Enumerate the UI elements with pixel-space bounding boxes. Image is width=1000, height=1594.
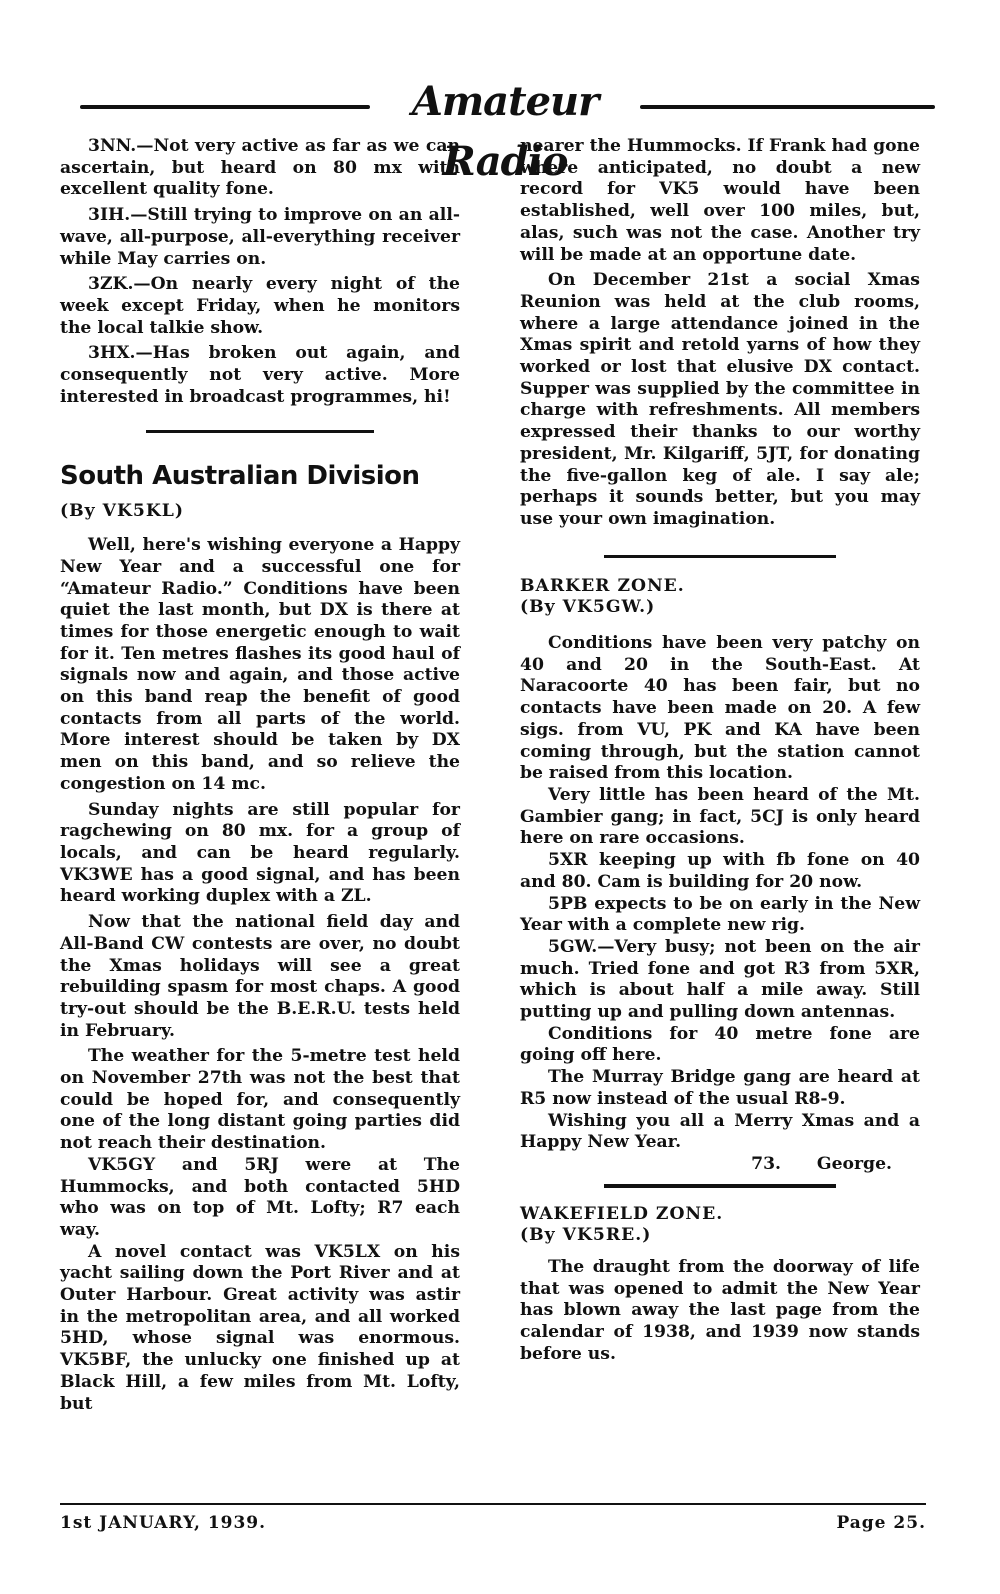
paragraph: 3HX.—Has broken out again, and consequently not very active. More interested in broadcast programmes, hi! <box>60 343 460 407</box>
paragraph: 3ZK.—On nearly every night of the week except Friday, when he monitors the local talkie show. <box>60 274 460 338</box>
paragraph: Conditions have been very patchy on 40 and 20 in the South-East. At Naracoorte 40 has been fair, but no contacts have been made on 20. A few sigs. from VU, PK and KA have been coming through, but the station cannot be raised from this location. <box>520 633 920 784</box>
paragraph: 5PB expects to be on early in the New Year with a complete new rig. <box>520 893 920 936</box>
signoff: 73. George. <box>751 1153 892 1174</box>
masthead-rule-left <box>80 105 370 109</box>
paragraph: nearer the Hummocks. If Frank had gone where anticipated, no doubt a new record for VK5 would have been established, well over 100 miles, but, alas, such was not the case. Another try will be made at an opportune date. <box>520 136 920 265</box>
paragraph: The weather for the 5-metre test held on November 27th was not the best that could be hoped for, and consequently one of the long distant going parties did not reach their destination. <box>60 1046 460 1154</box>
paragraph: On December 21st a social Xmas Reunion was held at the club rooms, where a large attendance joined in the Xmas spirit and retold yarns of how they worked or lost that elusive DX contact. Supper was supplied by the committee in charge with refreshments. All members expressed their thanks to our worthy president, Mr. Kilgariff, 5JT, for donating the five-gallon keg of ale. I say ale; perhaps it sounds better, but you may use your own imagination. <box>520 270 920 529</box>
paragraph: Conditions for 40 metre fone are going off here. <box>520 1023 920 1066</box>
paragraph: 3NN.—Not very active as far as we can ascertain, but heard on 80 mx with excellent quality fone. <box>60 136 460 200</box>
zone-divider <box>604 1184 836 1188</box>
paragraph: VK5GY and 5RJ were at The Hummocks, and both contacted 5HD who was on top of Mt. Lofty; R7 each way. <box>60 1154 460 1240</box>
left-column <box>60 136 460 1415</box>
section-byline: (By VK5KL) <box>60 501 185 522</box>
right-column <box>520 136 920 1366</box>
paragraph: The draught from the doorway of life that was opened to admit the New Year has blown away the last page from the calendar of 1938, and 1939 now stands before us. <box>520 1257 920 1364</box>
paragraph: 3IH.—Still trying to improve on an all-wave, all-purpose, all-everything receiver while May carries on. <box>60 205 460 269</box>
paragraph: Well, here's wishing everyone a Happy New Year and a successful one for “Amateur Radio.” Conditions have been quiet the last month, but DX is there at times for those energetic enough to wait for it. Ten metres flashes its good haul of signals now and again, and those active on this band reap the benefit of good contacts from all parts of the world. More interest should be taken by DX men on this band, and so relieve the congestion on 14 mc. <box>60 535 460 794</box>
section-title: South Australian Division <box>60 461 420 492</box>
paragraph: Sunday nights are still popular for ragchewing on 80 mx. for a group of locals, and can be heard regularly. VK3WE has a good signal, and has been heard working duplex with a ZL. <box>60 799 460 907</box>
page-number: Page 25. <box>836 1513 926 1533</box>
zone-title-barker: BARKER ZONE. <box>520 575 685 596</box>
page-footer <box>60 1503 926 1533</box>
paragraph: The Murray Bridge gang are heard at R5 now instead of the usual R8-9. <box>520 1067 920 1109</box>
issue-date: 1st JANUARY, 1939. <box>60 1513 267 1533</box>
zone-title-wakefield: WAKEFIELD ZONE. <box>520 1203 724 1224</box>
masthead-title: Amateur Radio <box>411 78 599 185</box>
paragraph: Wishing you all a Merry Xmas and a Happy New Year. <box>520 1110 920 1153</box>
paragraph: 5XR keeping up with fb fone on 40 and 80. Cam is building for 20 now. <box>520 850 920 892</box>
paragraph: Now that the national field day and All-Band CW contests are over, no doubt the Xmas holidays will see a great rebuilding spasm for most chaps. A good try-out should be the B.E.R.U. tests held in February. <box>60 912 460 1041</box>
footer-rule <box>60 1503 926 1505</box>
zone-byline-wakefield: (By VK5RE.) <box>520 1225 652 1246</box>
zone-byline-barker: (By VK5GW.) <box>520 597 656 618</box>
masthead-rule-right <box>640 105 935 109</box>
paragraph: Very little has been heard of the Mt. Gambier gang; in fact, 5CJ is only heard here on rare occasions. <box>520 784 920 849</box>
paragraph: A novel contact was VK5LX on his yacht sailing down the Port River and at Outer Harbour. Great activity was astir in the metropolitan area, and all worked 5HD, whose signal was enormous. VK5BF, the unlucky one finished up at Black Hill, a few miles from Mt. Lofty, but <box>60 1241 460 1414</box>
paragraph: 5GW.—Very busy; not been on the air much. Tried fone and got R3 from 5XR, which is about half a mile away. Still putting up and pulling down antennas. <box>520 936 920 1023</box>
section-divider <box>146 430 374 433</box>
zone-divider <box>604 555 836 558</box>
